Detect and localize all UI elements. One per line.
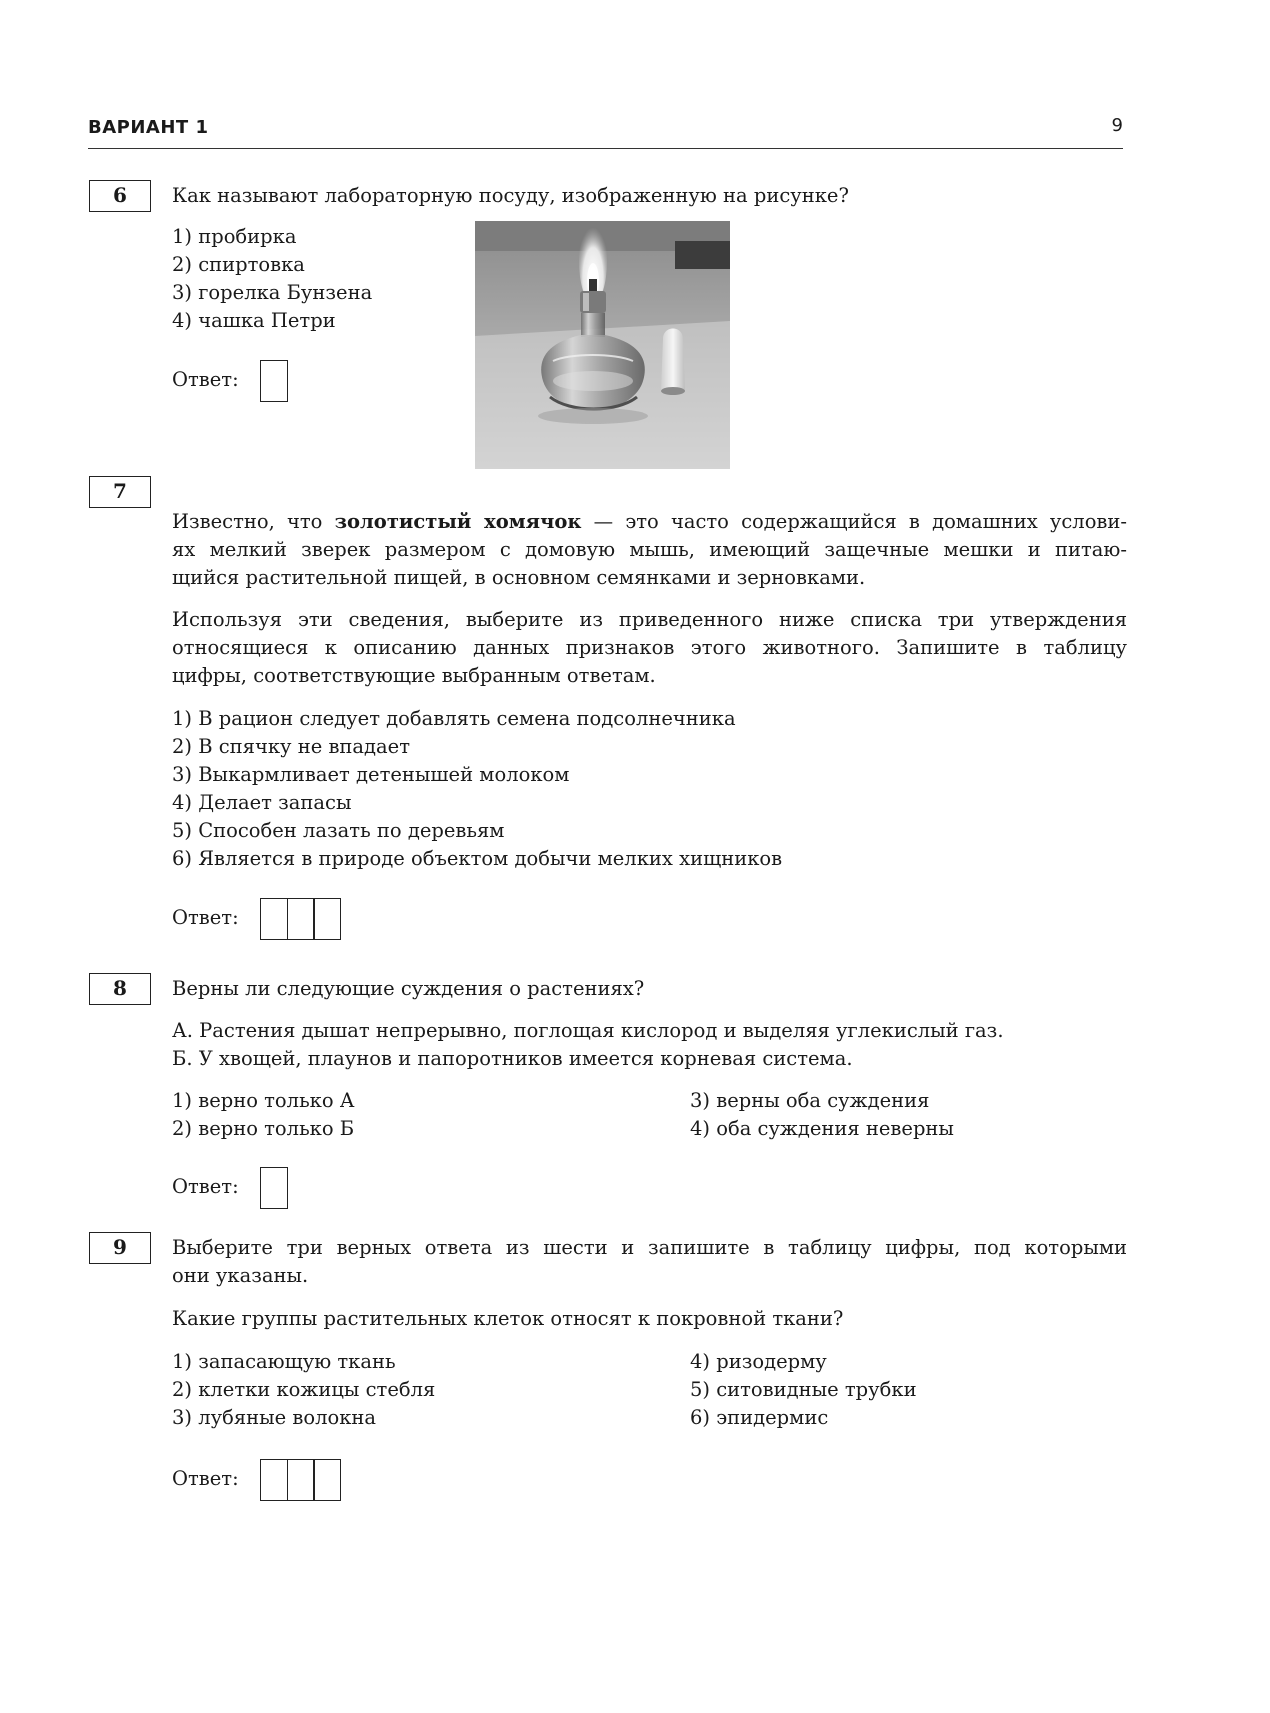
question-6-text: Как называют лабораторную посуду, изображенную на рисунке? [172,184,849,207]
question-8-option-1: 1) верно только А [172,1089,355,1112]
answer-cell[interactable] [313,1459,341,1501]
question-9-option-6: 6) эпидермис [690,1406,829,1429]
question-9-answer-cells [260,1459,341,1501]
question-8-statement-a: А. Растения дышат непрерывно, поглощая кислород и выделяя углекислый газ. [172,1019,1004,1042]
intro-bold-term: золотистый хомячок [334,510,582,533]
question-8-statement-b: Б. У хвощей, плаунов и папоротников имеется корневая система. [172,1047,853,1070]
intro-text-end: — это часто содержащийся в домашних услови- [581,510,1127,533]
question-9-line-1: Выберите три верных ответа из шести и запишите в таблицу цифры, под которыми [172,1236,1127,1259]
question-7-number: 7 [89,476,151,508]
question-7-intro [172,508,1127,592]
answer-cell[interactable] [260,1459,288,1501]
question-8-option-2: 2) верно только Б [172,1117,355,1140]
page-header [88,112,1123,149]
question-6-answer-label: Ответ: [172,368,239,391]
question-9-option-5: 5) ситовидные трубки [690,1378,917,1401]
question-6-option-4: 4) чашка Петри [172,309,336,332]
question-6-option-2: 2) спиртовка [172,253,305,276]
answer-cell[interactable] [287,898,315,940]
question-8-option-3: 3) верны оба суждения [690,1089,930,1112]
question-8-answer-cells [260,1167,288,1209]
question-7-option-6: 6) Является в природе объектом добычи мелких хищников [172,847,783,870]
question-8-answer-label: Ответ: [172,1175,239,1198]
question-6-number: 6 [89,180,151,212]
task-line-2: относящиеся к описанию данных признаков этого животного. Запишите в таблицу [172,636,1127,659]
answer-cell[interactable] [260,898,288,940]
question-7-answer-cells [260,898,341,940]
page-number: 9 [1111,115,1123,136]
question-7-option-1: 1) В рацион следует добавлять семена подсолнечника [172,707,736,730]
question-9-option-2: 2) клетки кожицы стебля [172,1378,436,1401]
question-6-answer-cells [260,360,288,402]
intro-text-start: Известно, что [172,510,335,533]
variant-title: ВАРИАНТ 1 [88,117,209,138]
question-7-option-3: 3) Выкармливает детенышей молоком [172,763,570,786]
answer-cell[interactable] [260,1167,288,1209]
question-9-number: 9 [89,1232,151,1264]
answer-cell[interactable] [260,360,288,402]
question-9-answer-label: Ответ: [172,1467,239,1490]
question-9-text [172,1234,1127,1290]
question-6-option-3: 3) горелка Бунзена [172,281,373,304]
question-7-answer-label: Ответ: [172,906,239,929]
question-9-option-3: 3) лубяные волокна [172,1406,377,1429]
answer-cell[interactable] [287,1459,315,1501]
question-9-line-2: они указаны. [172,1264,309,1287]
task-line-1: Используя эти сведения, выберите из приведенного ниже списка три утверждения [172,608,1127,631]
intro-line-2: ях мелкий зверек размером с домовую мышь, имеющий защечные мешки и питаю- [172,538,1127,561]
question-6-option-1: 1) пробирка [172,225,297,248]
answer-cell[interactable] [313,898,341,940]
task-line-3: цифры, соответствующие выбранным ответам. [172,664,656,687]
question-7-option-2: 2) В спячку не впадает [172,735,411,758]
question-9-option-4: 4) ризодерму [690,1350,827,1373]
question-7-option-4: 4) Делает запасы [172,791,352,814]
question-9-sub-question: Какие группы растительных клеток относят к покровной ткани? [172,1307,844,1330]
question-7-option-5: 5) Способен лазать по деревьям [172,819,505,842]
question-7-task [172,606,1127,690]
spirit-lamp-photo [475,221,730,469]
question-8-number: 8 [89,973,151,1005]
intro-line-3: щийся растительной пищей, в основном семянками и зерновками. [172,566,866,589]
question-8-option-4: 4) оба суждения неверны [690,1117,954,1140]
question-9-option-1: 1) запасающую ткань [172,1350,396,1373]
question-8-text: Верны ли следующие суждения о растениях? [172,977,645,1000]
